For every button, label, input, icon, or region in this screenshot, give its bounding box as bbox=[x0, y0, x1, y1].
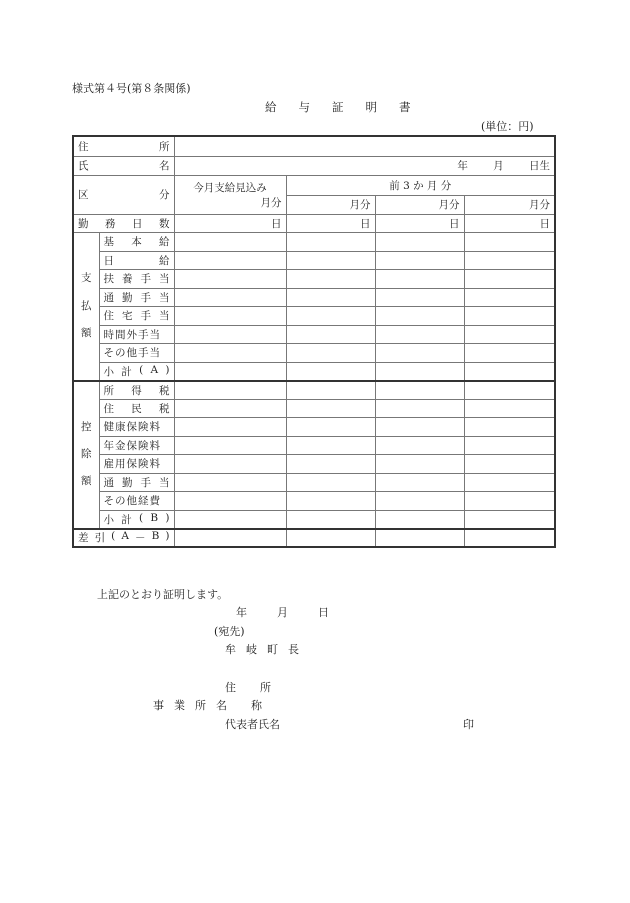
cell[interactable] bbox=[174, 381, 286, 400]
cell[interactable] bbox=[174, 455, 286, 474]
cell[interactable] bbox=[286, 270, 375, 289]
cell[interactable] bbox=[464, 455, 555, 474]
name-label: 氏 名 bbox=[73, 156, 174, 175]
deduction-label-income-tax: 所 得 税 bbox=[99, 381, 174, 400]
cell[interactable] bbox=[375, 436, 464, 455]
cell[interactable] bbox=[375, 510, 464, 529]
cell[interactable] bbox=[375, 325, 464, 344]
birth-year: 年 bbox=[457, 160, 468, 172]
addressee: 牟 岐 町 長 bbox=[225, 643, 299, 656]
representative-name[interactable]: 代表者氏名 bbox=[225, 718, 280, 731]
cell[interactable] bbox=[464, 325, 555, 344]
deduction-label-pension: 年金保険料 bbox=[99, 436, 174, 455]
cell[interactable] bbox=[375, 344, 464, 363]
payment-row bbox=[73, 288, 555, 307]
cell[interactable] bbox=[174, 307, 286, 326]
name-row bbox=[73, 156, 555, 175]
cell[interactable] bbox=[174, 399, 286, 418]
payment-label-family: 扶 養 手 当 bbox=[99, 270, 174, 289]
deduction-label-commute: 通 勤 手 当 bbox=[99, 473, 174, 492]
title-char: 書 bbox=[399, 100, 411, 114]
deduction-label-health: 健康保険料 bbox=[99, 418, 174, 437]
deduction-subtotal-row bbox=[73, 510, 555, 529]
payment-label-commute: 通 勤 手 当 bbox=[99, 288, 174, 307]
cell[interactable] bbox=[174, 344, 286, 363]
cell[interactable] bbox=[464, 288, 555, 307]
payment-row bbox=[73, 307, 555, 326]
cell[interactable] bbox=[286, 418, 375, 437]
deduction-subtotal-label: 小 計 ( B ) bbox=[99, 510, 174, 529]
certification-date[interactable]: 年 月 日 bbox=[236, 606, 329, 619]
birth-month: 月 bbox=[493, 160, 504, 172]
category-header-row bbox=[73, 175, 555, 195]
cell[interactable] bbox=[286, 510, 375, 529]
addressee-label: (宛先) bbox=[214, 625, 245, 638]
cell[interactable] bbox=[375, 270, 464, 289]
deduction-row bbox=[73, 473, 555, 492]
payment-label-basic: 基 本 給 bbox=[99, 233, 174, 252]
title-char: 与 bbox=[298, 100, 310, 114]
cell[interactable] bbox=[286, 362, 375, 381]
document-title bbox=[265, 99, 433, 115]
workdays-prev-2[interactable]: 日 bbox=[375, 214, 464, 233]
cell[interactable] bbox=[174, 362, 286, 381]
cell[interactable] bbox=[375, 492, 464, 511]
cell[interactable] bbox=[286, 251, 375, 270]
office-name[interactable]: 事 業 所 名 称 bbox=[153, 699, 262, 712]
cell[interactable] bbox=[174, 270, 286, 289]
payment-subtotal-label: 小 計 ( A ) bbox=[99, 362, 174, 381]
form-number: 様式第４号(第８条関係) bbox=[72, 82, 191, 95]
cell[interactable] bbox=[174, 288, 286, 307]
cell[interactable] bbox=[174, 418, 286, 437]
deduction-label-resident-tax: 住 民 税 bbox=[99, 399, 174, 418]
prev-month-3[interactable]: 月分 bbox=[464, 195, 555, 214]
address-row bbox=[73, 136, 555, 156]
cell[interactable] bbox=[286, 325, 375, 344]
payment-row bbox=[73, 251, 555, 270]
cell[interactable] bbox=[464, 510, 555, 529]
cell[interactable] bbox=[375, 529, 464, 548]
payment-label-overtime: 時間外手当 bbox=[99, 325, 174, 344]
payment-row bbox=[73, 344, 555, 363]
deduction-row bbox=[73, 418, 555, 437]
cell[interactable] bbox=[375, 251, 464, 270]
title-char: 明 bbox=[365, 100, 377, 114]
cell[interactable] bbox=[174, 436, 286, 455]
cell[interactable] bbox=[286, 344, 375, 363]
cell[interactable] bbox=[286, 436, 375, 455]
salary-table bbox=[72, 135, 556, 548]
cell[interactable] bbox=[286, 492, 375, 511]
payments-group-label: 支 払 額 bbox=[73, 233, 99, 381]
cell[interactable] bbox=[286, 233, 375, 252]
cell[interactable] bbox=[464, 492, 555, 511]
deduction-label-employment: 雇用保険料 bbox=[99, 455, 174, 474]
cell[interactable] bbox=[375, 455, 464, 474]
unit-label: (単位：円) bbox=[481, 120, 534, 133]
deductions-group-label: 控 除 額 bbox=[73, 381, 99, 529]
prev-month-2[interactable]: 月分 bbox=[375, 195, 464, 214]
cell[interactable] bbox=[286, 381, 375, 400]
cell[interactable] bbox=[174, 510, 286, 529]
cell[interactable] bbox=[375, 399, 464, 418]
cell[interactable] bbox=[464, 251, 555, 270]
deduction-label-other: その他経費 bbox=[99, 492, 174, 511]
cell[interactable] bbox=[174, 473, 286, 492]
current-month-field[interactable]: 月分 bbox=[260, 196, 282, 209]
cell[interactable] bbox=[375, 362, 464, 381]
cell[interactable] bbox=[286, 399, 375, 418]
cell[interactable] bbox=[375, 307, 464, 326]
birth-day: 日生 bbox=[529, 160, 550, 172]
cell[interactable] bbox=[375, 418, 464, 437]
payment-label-daily: 日 給 bbox=[99, 251, 174, 270]
cell[interactable] bbox=[286, 307, 375, 326]
payment-row bbox=[73, 233, 555, 252]
prev-month-1[interactable]: 月分 bbox=[286, 195, 375, 214]
office-address[interactable]: 住 所 bbox=[225, 681, 271, 694]
cell[interactable] bbox=[464, 270, 555, 289]
workdays-row bbox=[73, 214, 555, 233]
workdays-prev-1[interactable]: 日 bbox=[286, 214, 375, 233]
payment-row bbox=[73, 270, 555, 289]
cell[interactable] bbox=[286, 473, 375, 492]
cell[interactable] bbox=[464, 436, 555, 455]
address-label: 住 所 bbox=[73, 136, 174, 156]
cell[interactable] bbox=[174, 325, 286, 344]
cell[interactable] bbox=[375, 288, 464, 307]
seal-mark: 印 bbox=[463, 718, 474, 731]
payment-subtotal-row bbox=[73, 362, 555, 381]
cell[interactable] bbox=[464, 233, 555, 252]
cell[interactable] bbox=[375, 381, 464, 400]
deduction-row bbox=[73, 492, 555, 511]
cell[interactable] bbox=[286, 288, 375, 307]
cell[interactable] bbox=[464, 529, 555, 548]
cell[interactable] bbox=[464, 344, 555, 363]
current-month-header: 今月支給見込み 月分 bbox=[174, 175, 286, 214]
cell[interactable] bbox=[464, 362, 555, 381]
workdays-label: 勤 務 日 数 bbox=[73, 214, 174, 233]
cell[interactable] bbox=[174, 529, 286, 548]
address-field[interactable] bbox=[174, 136, 555, 156]
cell[interactable] bbox=[464, 399, 555, 418]
cell[interactable] bbox=[464, 418, 555, 437]
cell[interactable] bbox=[375, 473, 464, 492]
category-label: 区 分 bbox=[73, 175, 174, 214]
title-char: 証 bbox=[332, 100, 344, 114]
cell[interactable] bbox=[286, 455, 375, 474]
cell[interactable] bbox=[286, 529, 375, 548]
cell[interactable] bbox=[174, 251, 286, 270]
cell[interactable] bbox=[464, 381, 555, 400]
cell[interactable] bbox=[375, 233, 464, 252]
net-row bbox=[73, 529, 555, 548]
prev3-header: 前 3 か 月 分 bbox=[286, 175, 555, 195]
certification-statement: 上記のとおり証明します。 bbox=[97, 588, 229, 601]
deduction-row bbox=[73, 381, 555, 400]
payment-row bbox=[73, 325, 555, 344]
cell[interactable] bbox=[174, 492, 286, 511]
name-birth-field[interactable] bbox=[174, 156, 555, 175]
net-label: 差 引 ( A － B ) bbox=[73, 529, 174, 548]
cell[interactable] bbox=[174, 233, 286, 252]
payment-label-housing: 住 宅 手 当 bbox=[99, 307, 174, 326]
cell[interactable] bbox=[464, 307, 555, 326]
deduction-row bbox=[73, 455, 555, 474]
deduction-row bbox=[73, 436, 555, 455]
payment-label-other: その他手当 bbox=[99, 344, 174, 363]
deduction-row bbox=[73, 399, 555, 418]
cell[interactable] bbox=[464, 473, 555, 492]
title-char: 給 bbox=[265, 100, 277, 114]
workdays-current[interactable]: 日 bbox=[174, 214, 286, 233]
workdays-prev-3[interactable]: 日 bbox=[464, 214, 555, 233]
